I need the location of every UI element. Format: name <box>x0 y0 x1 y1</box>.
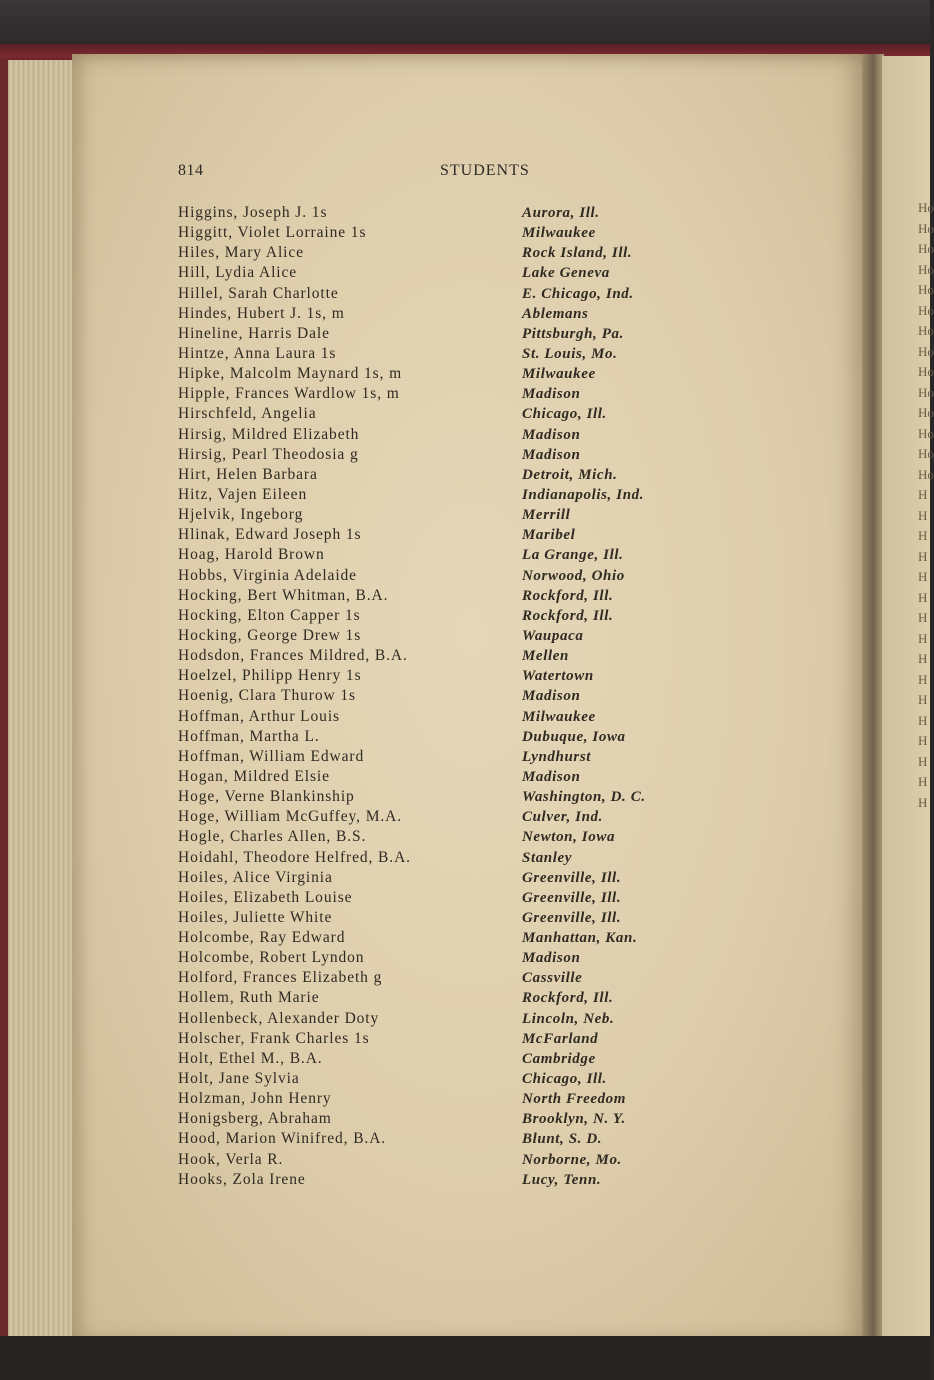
student-hometown: Lake Geneva <box>522 265 610 282</box>
student-entry <box>178 304 698 324</box>
student-entry <box>178 485 698 505</box>
student-hometown: La Grange, Ill. <box>522 547 624 564</box>
student-hometown: Merrill <box>522 507 571 524</box>
top-background <box>0 0 930 44</box>
student-entry <box>178 787 698 807</box>
student-name: Hoge, Verne Blankinship <box>178 788 355 806</box>
student-hometown: Indianapolis, Ind. <box>522 486 645 503</box>
student-name: Hoffman, William Edward <box>178 747 365 765</box>
student-entry <box>178 1170 698 1190</box>
student-name: Hintze, Anna Laura 1s <box>178 344 337 362</box>
student-name: Hogan, Mildred Elsie <box>178 767 330 785</box>
facing-page-text-fragment: H <box>918 774 928 789</box>
page-title: STUDENTS <box>440 162 530 179</box>
student-name: Hineline, Harris Dale <box>178 324 330 342</box>
student-name: Hirt, Helen Barbara <box>178 465 318 483</box>
student-hometown: Norwood, Ohio <box>522 567 625 584</box>
facing-page-text-fragment: H <box>918 671 928 687</box>
student-name: Holscher, Frank Charles 1s <box>178 1029 370 1047</box>
student-name: Hlinak, Edward Joseph 1s <box>178 526 362 544</box>
student-hometown: Chicago, Ill. <box>522 1071 607 1088</box>
student-name: Hocking, George Drew 1s <box>178 626 362 644</box>
student-entry <box>178 646 698 666</box>
student-hometown: Chicago, Ill. <box>522 406 607 423</box>
student-entry <box>178 284 698 304</box>
student-entry <box>178 888 698 908</box>
student-name: Hiles, Mary Alice <box>178 244 304 262</box>
student-entry <box>178 988 698 1008</box>
student-hometown: Madison <box>522 426 581 443</box>
student-list <box>178 203 698 1190</box>
student-name: Holt, Ethel M., B.A. <box>178 1049 323 1067</box>
student-name: Hocking, Elton Capper 1s <box>178 606 361 624</box>
facing-page-text-fragment: H <box>918 487 928 502</box>
student-hometown: Madison <box>522 950 581 967</box>
student-hometown: North Freedom <box>522 1091 627 1108</box>
student-entry <box>178 626 698 646</box>
student-hometown: Madison <box>522 768 581 785</box>
facing-page-text-fragment: Ho <box>918 343 934 359</box>
student-name: Hirsig, Pearl Theodosia g <box>178 445 359 463</box>
facing-page-text-fragment: H <box>918 610 928 625</box>
facing-page-text-fragment: H <box>918 630 928 646</box>
student-name: Hindes, Hubert J. 1s, m <box>178 304 345 322</box>
facing-page-text-fragment: Ho <box>918 282 934 297</box>
student-name: Higgins, Joseph J. 1s <box>178 204 328 221</box>
student-hometown: Stanley <box>522 849 573 866</box>
bottom-background <box>0 1336 930 1380</box>
student-hometown: Manhattan, Kan. <box>522 930 638 947</box>
student-name: Hoag, Harold Brown <box>178 546 325 564</box>
student-entry <box>178 968 698 988</box>
student-entry <box>178 868 698 888</box>
facing-page-text-fragment: Ho <box>918 323 934 338</box>
facing-page-text-fragment: H <box>918 651 928 666</box>
student-hometown: Waupaca <box>522 627 584 644</box>
student-name: Holzman, John Henry <box>178 1090 332 1108</box>
student-name: Honigsberg, Abraham <box>178 1110 332 1128</box>
student-entry <box>178 948 698 968</box>
student-hometown: Brooklyn, N. Y. <box>522 1111 626 1128</box>
student-entry <box>178 848 698 868</box>
student-entry <box>178 324 698 344</box>
student-name: Hoidahl, Theodore Helfred, B.A. <box>178 848 411 866</box>
student-name: Holcombe, Robert Lyndon <box>178 949 365 967</box>
student-name: Hirsig, Mildred Elizabeth <box>178 425 360 443</box>
student-name: Hoiles, Juliette White <box>178 908 333 926</box>
student-name: Hoffman, Arthur Louis <box>178 707 340 725</box>
student-hometown: Watertown <box>522 668 594 685</box>
student-entry <box>178 525 698 545</box>
left-page-stack <box>0 60 80 1340</box>
student-hometown: Cambridge <box>522 1050 596 1067</box>
student-entry <box>178 364 698 384</box>
student-hometown: Maribel <box>522 527 576 544</box>
student-hometown: Madison <box>522 446 581 463</box>
student-entry <box>178 1150 698 1170</box>
student-entry <box>178 606 698 626</box>
student-hometown: Blunt, S. D. <box>522 1131 603 1148</box>
student-name: Hoiles, Elizabeth Louise <box>178 888 353 906</box>
student-entry <box>178 203 698 223</box>
student-entry <box>178 1109 698 1129</box>
student-hometown: McFarland <box>522 1030 599 1047</box>
student-hometown: Aurora, Ill. <box>522 205 600 221</box>
page-gutter <box>862 54 884 1344</box>
student-name: Hogle, Charles Allen, B.S. <box>178 828 367 846</box>
student-hometown: Culver, Ind. <box>522 809 603 826</box>
student-entry <box>178 767 698 787</box>
student-entry <box>178 928 698 948</box>
student-entry <box>178 1029 698 1049</box>
student-entry <box>178 747 698 767</box>
facing-page-text-fragment: H <box>918 589 928 605</box>
student-hometown: E. Chicago, Ind. <box>522 285 634 302</box>
student-entry <box>178 666 698 686</box>
student-hometown: Mellen <box>522 648 569 665</box>
facing-page-text-fragment: H <box>918 548 928 564</box>
student-name: Hipple, Frances Wardlow 1s, m <box>178 385 400 403</box>
student-entry <box>178 908 698 928</box>
student-hometown: Washington, D. C. <box>522 789 646 806</box>
student-name: Holcombe, Ray Edward <box>178 929 346 947</box>
student-name: Hillel, Sarah Charlotte <box>178 284 339 302</box>
student-hometown: Greenville, Ill. <box>522 869 622 886</box>
student-entry <box>178 807 698 827</box>
facing-page-text-fragment: Ho <box>918 405 934 420</box>
student-name: Hooks, Zola Irene <box>178 1170 306 1188</box>
student-hometown: Norborne, Mo. <box>522 1151 622 1168</box>
facing-page-text-fragment: H <box>918 507 928 523</box>
left-cover-spine <box>0 60 8 1340</box>
student-hometown: Milwaukee <box>522 225 596 242</box>
student-entry <box>178 1069 698 1089</box>
facing-page-text-fragment: Ho <box>918 220 934 236</box>
student-name: Hoelzel, Philipp Henry 1s <box>178 667 362 685</box>
student-entry <box>178 727 698 747</box>
student-hometown: Ablemans <box>522 305 589 322</box>
student-hometown: Rock Island, Ill. <box>522 245 633 262</box>
student-name: Hoge, William McGuffey, M.A. <box>178 808 403 826</box>
student-entry <box>178 445 698 465</box>
student-entry <box>178 384 698 404</box>
student-hometown: Greenville, Ill. <box>522 889 622 906</box>
student-name: Hoiles, Alice Virginia <box>178 868 333 886</box>
student-hometown: Milwaukee <box>522 708 596 725</box>
student-entry <box>178 223 698 243</box>
student-hometown: Rockford, Ill. <box>522 990 614 1007</box>
student-entry <box>178 827 698 847</box>
student-entry <box>178 263 698 283</box>
facing-page-edge <box>882 56 934 1340</box>
facing-page-text-fragment: Ho <box>918 200 934 215</box>
facing-page-text-fragment: Ho <box>918 384 934 400</box>
student-hometown: Rockford, Ill. <box>522 607 614 624</box>
student-name: Hjelvik, Ingeborg <box>178 506 304 524</box>
student-entry <box>178 545 698 565</box>
facing-page-text-fragment: Ho <box>918 466 934 482</box>
student-name: Higgitt, Violet Lorraine 1s <box>178 224 367 242</box>
student-entry <box>178 1089 698 1109</box>
student-name: Hocking, Bert Whitman, B.A. <box>178 586 389 604</box>
student-entry <box>178 243 698 263</box>
student-entry <box>178 505 698 525</box>
page-number: 814 <box>178 162 204 179</box>
student-hometown: Detroit, Mich. <box>522 466 618 483</box>
facing-page-text-fragment: H <box>918 712 928 728</box>
student-hometown: Lincoln, Neb. <box>522 1010 615 1027</box>
student-name: Hipke, Malcolm Maynard 1s, m <box>178 365 403 383</box>
student-entry <box>178 1129 698 1149</box>
student-hometown: Newton, Iowa <box>522 829 616 846</box>
student-name: Hirschfeld, Angelia <box>178 405 317 423</box>
facing-page-text-fragment: Ho <box>918 425 934 441</box>
student-name: Hollenbeck, Alexander Doty <box>178 1009 380 1027</box>
student-hometown: Pittsburgh, Pa. <box>522 325 624 342</box>
student-entry <box>178 404 698 424</box>
student-hometown: Dubuque, Iowa <box>522 728 626 745</box>
student-name: Holt, Jane Sylvia <box>178 1070 300 1088</box>
running-header <box>178 162 658 184</box>
student-hometown: Madison <box>522 386 581 403</box>
student-hometown: Lucy, Tenn. <box>522 1171 602 1188</box>
student-entry <box>178 686 698 706</box>
student-entry <box>178 344 698 364</box>
facing-page-text-fragment: Ho <box>918 446 934 461</box>
facing-page-text-fragment: H <box>918 569 928 584</box>
facing-page-text-fragment: Ho <box>918 364 934 379</box>
facing-page-text-fragment: Ho <box>918 302 934 318</box>
student-name: Hill, Lydia Alice <box>178 264 298 282</box>
student-hometown: Milwaukee <box>522 366 596 383</box>
student-entry <box>178 566 698 586</box>
student-name: Hitz, Vajen Eileen <box>178 485 308 503</box>
student-name: Hood, Marion Winifred, B.A. <box>178 1130 387 1148</box>
student-name: Hodsdon, Frances Mildred, B.A. <box>178 647 408 665</box>
student-name: Hook, Verla R. <box>178 1150 284 1168</box>
student-hometown: Rockford, Ill. <box>522 587 614 604</box>
student-name: Hollem, Ruth Marie <box>178 989 320 1007</box>
facing-page-text-fragment: H <box>918 753 928 769</box>
student-entry <box>178 707 698 727</box>
facing-page-text-fragment: Ho <box>918 261 934 277</box>
student-name: Hoffman, Martha L. <box>178 727 320 745</box>
student-name: Hobbs, Virginia Adelaide <box>178 566 357 584</box>
student-entry <box>178 465 698 485</box>
student-hometown: Lyndhurst <box>522 748 592 765</box>
student-hometown: Madison <box>522 688 581 705</box>
student-hometown: Cassville <box>522 970 583 987</box>
facing-page-text-fragment: H <box>918 794 928 810</box>
facing-page-text-fragment: H <box>918 733 928 748</box>
student-entry <box>178 586 698 606</box>
facing-page-text-fragment: H <box>918 692 928 707</box>
student-entry <box>178 1049 698 1069</box>
student-hometown: St. Louis, Mo. <box>522 345 618 362</box>
student-name: Hoenig, Clara Thurow 1s <box>178 687 356 705</box>
student-entry <box>178 1009 698 1029</box>
student-entry <box>178 425 698 445</box>
facing-page-text-fragment: Ho <box>918 241 934 256</box>
facing-page-text-fragment: H <box>918 528 928 543</box>
student-hometown: Greenville, Ill. <box>522 909 622 926</box>
student-name: Holford, Frances Elizabeth g <box>178 969 383 987</box>
